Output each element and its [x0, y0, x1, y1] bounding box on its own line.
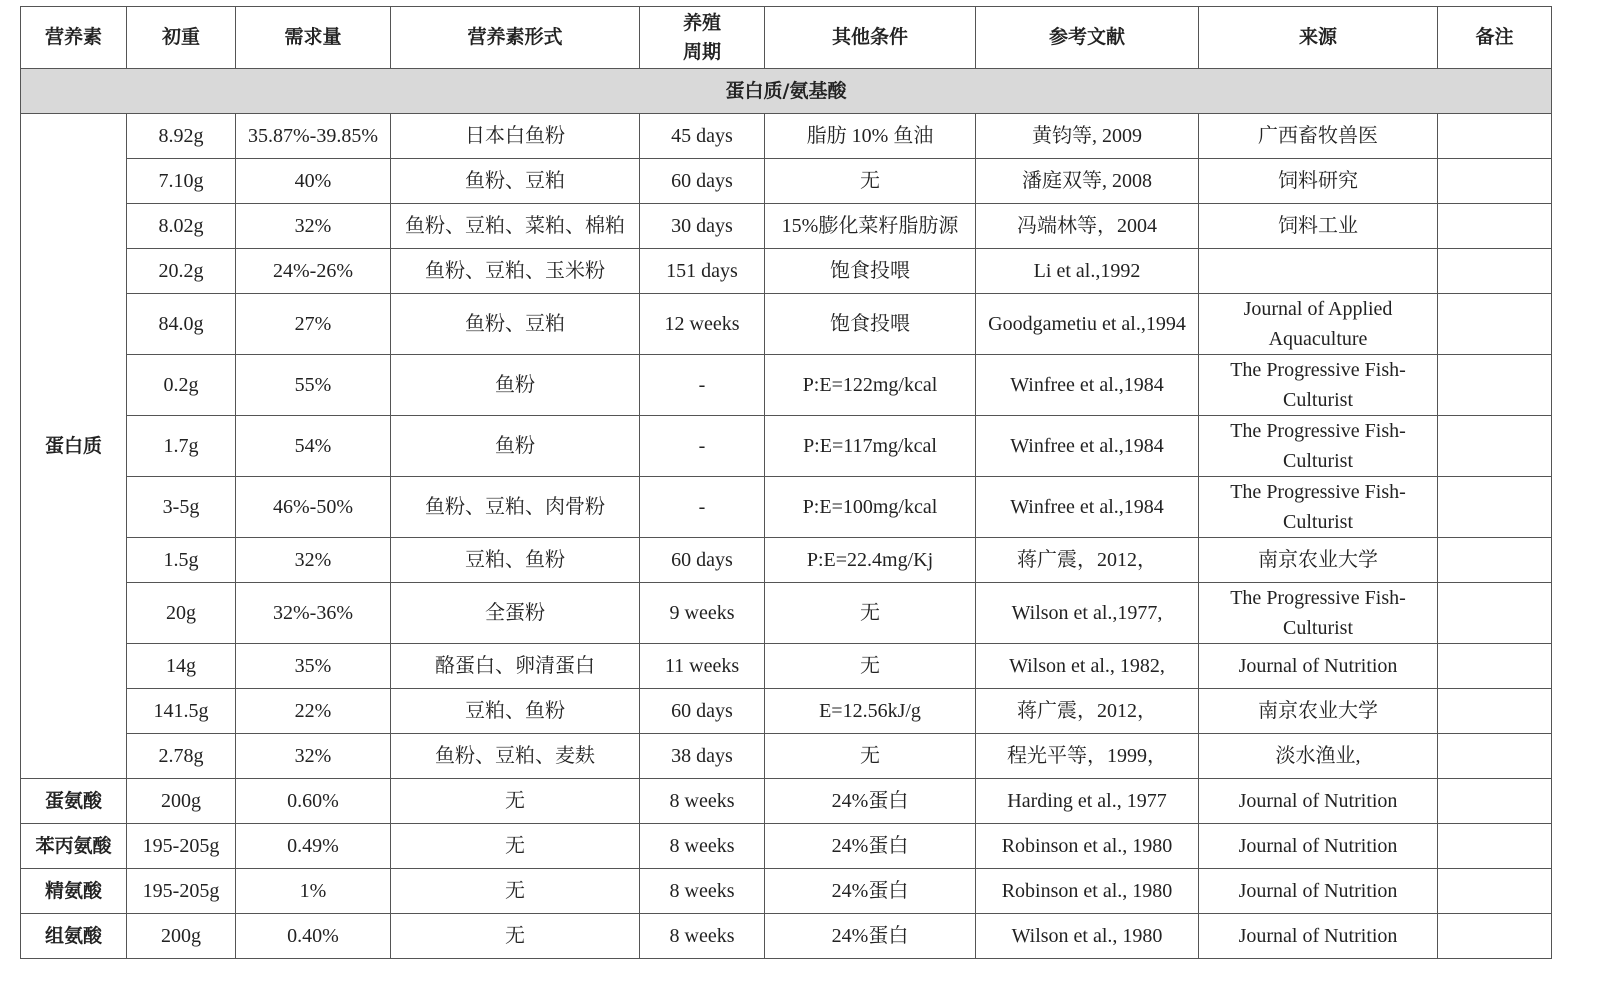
cell-notes [1438, 204, 1552, 249]
table-row [21, 249, 1552, 294]
cell-notes [1438, 355, 1552, 416]
cell-requirement: 32% [236, 204, 391, 249]
section-row [21, 69, 1552, 114]
cell-notes [1438, 689, 1552, 734]
header-initial-weight: 初重 [127, 7, 236, 69]
cell-notes [1438, 114, 1552, 159]
cell-culture-period: 38 days [640, 734, 765, 779]
table-row [21, 114, 1552, 159]
cell-requirement: 54% [236, 416, 391, 477]
header-requirement: 需求量 [236, 7, 391, 69]
cell-notes [1438, 538, 1552, 583]
table-row [21, 869, 1552, 914]
cell-initial-weight: 84.0g [127, 294, 236, 355]
cell-nutrient-form: 无 [391, 779, 640, 824]
cell-reference: 程光平等，1999， [976, 734, 1199, 779]
table-row [21, 644, 1552, 689]
cell-initial-weight: 2.78g [127, 734, 236, 779]
cell-culture-period: 9 weeks [640, 583, 765, 644]
cell-initial-weight: 195-205g [127, 824, 236, 869]
cell-reference: Winfree et al.,1984 [976, 416, 1199, 477]
cell-reference: Winfree et al.,1984 [976, 355, 1199, 416]
cell-reference: 黄钧等, 2009 [976, 114, 1199, 159]
cell-culture-period: 30 days [640, 204, 765, 249]
cell-culture-period: 45 days [640, 114, 765, 159]
cell-nutrient-form: 豆粕、鱼粉 [391, 538, 640, 583]
cell-culture-period: 60 days [640, 159, 765, 204]
cell-source: The Progressive Fish-Culturist [1199, 477, 1438, 538]
cell-requirement: 0.60% [236, 779, 391, 824]
cell-requirement: 32%-36% [236, 583, 391, 644]
cell-initial-weight: 3-5g [127, 477, 236, 538]
cell-notes [1438, 824, 1552, 869]
cell-initial-weight: 1.5g [127, 538, 236, 583]
cell-source: The Progressive Fish-Culturist [1199, 355, 1438, 416]
cell-initial-weight: 7.10g [127, 159, 236, 204]
cell-initial-weight: 20.2g [127, 249, 236, 294]
header-source: 来源 [1199, 7, 1438, 69]
cell-source: Journal of Nutrition [1199, 869, 1438, 914]
cell-notes [1438, 779, 1552, 824]
table-row [21, 416, 1552, 477]
table-row [21, 914, 1552, 959]
cell-requirement: 1% [236, 869, 391, 914]
cell-nutrient-form: 无 [391, 869, 640, 914]
cell-notes [1438, 734, 1552, 779]
cell-other-conditions: E=12.56kJ/g [765, 689, 976, 734]
cell-requirement: 35.87%-39.85% [236, 114, 391, 159]
cell-requirement: 55% [236, 355, 391, 416]
table-row [21, 204, 1552, 249]
table-row [21, 824, 1552, 869]
table-row [21, 734, 1552, 779]
cell-nutrient-form: 鱼粉、豆粕 [391, 159, 640, 204]
cell-reference: Harding et al., 1977 [976, 779, 1199, 824]
cell-source: Journal of Nutrition [1199, 824, 1438, 869]
cell-nutrient-form: 酪蛋白、卵清蛋白 [391, 644, 640, 689]
cell-source: Journal of Applied Aquaculture [1199, 294, 1438, 355]
cell-notes [1438, 644, 1552, 689]
cell-requirement: 32% [236, 538, 391, 583]
header-row [21, 7, 1552, 69]
section-title: 蛋白质/氨基酸 [21, 69, 1552, 114]
header-culture-period: 养殖 周期 [640, 7, 765, 69]
cell-requirement: 22% [236, 689, 391, 734]
cell-notes [1438, 249, 1552, 294]
cell-reference: Robinson et al., 1980 [976, 869, 1199, 914]
cell-notes [1438, 583, 1552, 644]
cell-other-conditions: 饱食投喂 [765, 294, 976, 355]
cell-culture-period: 11 weeks [640, 644, 765, 689]
cell-notes [1438, 159, 1552, 204]
cell-other-conditions: P:E=100mg/kcal [765, 477, 976, 538]
cell-initial-weight: 195-205g [127, 869, 236, 914]
cell-culture-period: 8 weeks [640, 824, 765, 869]
table-row [21, 294, 1552, 355]
cell-initial-weight: 8.02g [127, 204, 236, 249]
cell-other-conditions: 无 [765, 644, 976, 689]
cell-nutrient: 蛋白质 [21, 114, 127, 779]
header-other-conditions: 其他条件 [765, 7, 976, 69]
cell-nutrient-form: 鱼粉 [391, 355, 640, 416]
cell-other-conditions: 脂肪 10% 鱼油 [765, 114, 976, 159]
cell-culture-period: 60 days [640, 538, 765, 583]
header-nutrient: 营养素 [21, 7, 127, 69]
cell-source: Journal of Nutrition [1199, 779, 1438, 824]
cell-other-conditions: P:E=122mg/kcal [765, 355, 976, 416]
cell-reference: Wilson et al., 1982, [976, 644, 1199, 689]
cell-nutrient-form: 鱼粉 [391, 416, 640, 477]
cell-initial-weight: 141.5g [127, 689, 236, 734]
cell-reference: Robinson et al., 1980 [976, 824, 1199, 869]
cell-nutrient: 苯丙氨酸 [21, 824, 127, 869]
table-row [21, 583, 1552, 644]
cell-source: Journal of Nutrition [1199, 914, 1438, 959]
cell-source: 广西畜牧兽医 [1199, 114, 1438, 159]
cell-source [1199, 249, 1438, 294]
cell-reference: 冯端林等，2004 [976, 204, 1199, 249]
cell-source: 南京农业大学 [1199, 538, 1438, 583]
cell-nutrient-form: 鱼粉、豆粕、玉米粉 [391, 249, 640, 294]
cell-other-conditions: 15%膨化菜籽脂肪源 [765, 204, 976, 249]
cell-other-conditions: 24%蛋白 [765, 869, 976, 914]
table-row [21, 538, 1552, 583]
cell-other-conditions: 饱食投喂 [765, 249, 976, 294]
cell-requirement: 0.40% [236, 914, 391, 959]
cell-other-conditions: 无 [765, 734, 976, 779]
cell-initial-weight: 200g [127, 914, 236, 959]
cell-requirement: 0.49% [236, 824, 391, 869]
cell-other-conditions: 无 [765, 159, 976, 204]
cell-nutrient-form: 无 [391, 914, 640, 959]
cell-requirement: 46%-50% [236, 477, 391, 538]
cell-reference: 蒋广震，2012， [976, 689, 1199, 734]
cell-notes [1438, 294, 1552, 355]
cell-nutrient: 蛋氨酸 [21, 779, 127, 824]
cell-nutrient-form: 豆粕、鱼粉 [391, 689, 640, 734]
cell-source: 淡水渔业, [1199, 734, 1438, 779]
cell-nutrient-form: 鱼粉、豆粕、菜粕、棉粕 [391, 204, 640, 249]
cell-other-conditions: 24%蛋白 [765, 824, 976, 869]
cell-other-conditions: P:E=117mg/kcal [765, 416, 976, 477]
cell-nutrient-form: 鱼粉、豆粕 [391, 294, 640, 355]
table-row [21, 355, 1552, 416]
cell-initial-weight: 200g [127, 779, 236, 824]
cell-reference: 蒋广震，2012， [976, 538, 1199, 583]
cell-reference: 潘庭双等, 2008 [976, 159, 1199, 204]
cell-notes [1438, 477, 1552, 538]
table-row [21, 477, 1552, 538]
cell-other-conditions: 24%蛋白 [765, 779, 976, 824]
cell-nutrient-form: 无 [391, 824, 640, 869]
cell-requirement: 35% [236, 644, 391, 689]
cell-source: Journal of Nutrition [1199, 644, 1438, 689]
cell-nutrient-form: 全蛋粉 [391, 583, 640, 644]
cell-notes [1438, 416, 1552, 477]
cell-other-conditions: P:E=22.4mg/Kj [765, 538, 976, 583]
cell-source: 饲料研究 [1199, 159, 1438, 204]
cell-reference: Wilson et al.,1977, [976, 583, 1199, 644]
cell-nutrient: 精氨酸 [21, 869, 127, 914]
cell-other-conditions: 无 [765, 583, 976, 644]
header-nutrient-form: 营养素形式 [391, 7, 640, 69]
cell-nutrient-form: 鱼粉、豆粕、麦麸 [391, 734, 640, 779]
cell-reference: Winfree et al.,1984 [976, 477, 1199, 538]
cell-culture-period: - [640, 355, 765, 416]
cell-initial-weight: 0.2g [127, 355, 236, 416]
table-row [21, 159, 1552, 204]
cell-reference: Goodgametiu et al.,1994 [976, 294, 1199, 355]
cell-notes [1438, 914, 1552, 959]
cell-reference: Li et al.,1992 [976, 249, 1199, 294]
cell-culture-period: 8 weeks [640, 869, 765, 914]
cell-source: The Progressive Fish-Culturist [1199, 416, 1438, 477]
header-notes: 备注 [1438, 7, 1552, 69]
cell-reference: Wilson et al., 1980 [976, 914, 1199, 959]
cell-initial-weight: 8.92g [127, 114, 236, 159]
cell-culture-period: 60 days [640, 689, 765, 734]
cell-source: 南京农业大学 [1199, 689, 1438, 734]
header-reference: 参考文献 [976, 7, 1199, 69]
cell-culture-period: 151 days [640, 249, 765, 294]
cell-other-conditions: 24%蛋白 [765, 914, 976, 959]
cell-requirement: 32% [236, 734, 391, 779]
table-row [21, 689, 1552, 734]
nutrition-requirements-table [20, 6, 1552, 959]
cell-requirement: 40% [236, 159, 391, 204]
cell-initial-weight: 20g [127, 583, 236, 644]
cell-initial-weight: 14g [127, 644, 236, 689]
cell-nutrient: 组氨酸 [21, 914, 127, 959]
table-body [21, 69, 1552, 959]
table-row [21, 779, 1552, 824]
cell-requirement: 24%-26% [236, 249, 391, 294]
cell-culture-period: - [640, 416, 765, 477]
cell-culture-period: - [640, 477, 765, 538]
cell-culture-period: 8 weeks [640, 914, 765, 959]
cell-nutrient-form: 日本白鱼粉 [391, 114, 640, 159]
cell-requirement: 27% [236, 294, 391, 355]
cell-culture-period: 12 weeks [640, 294, 765, 355]
cell-source: 饲料工业 [1199, 204, 1438, 249]
cell-culture-period: 8 weeks [640, 779, 765, 824]
cell-initial-weight: 1.7g [127, 416, 236, 477]
cell-nutrient-form: 鱼粉、豆粕、肉骨粉 [391, 477, 640, 538]
cell-source: The Progressive Fish-Culturist [1199, 583, 1438, 644]
cell-notes [1438, 869, 1552, 914]
